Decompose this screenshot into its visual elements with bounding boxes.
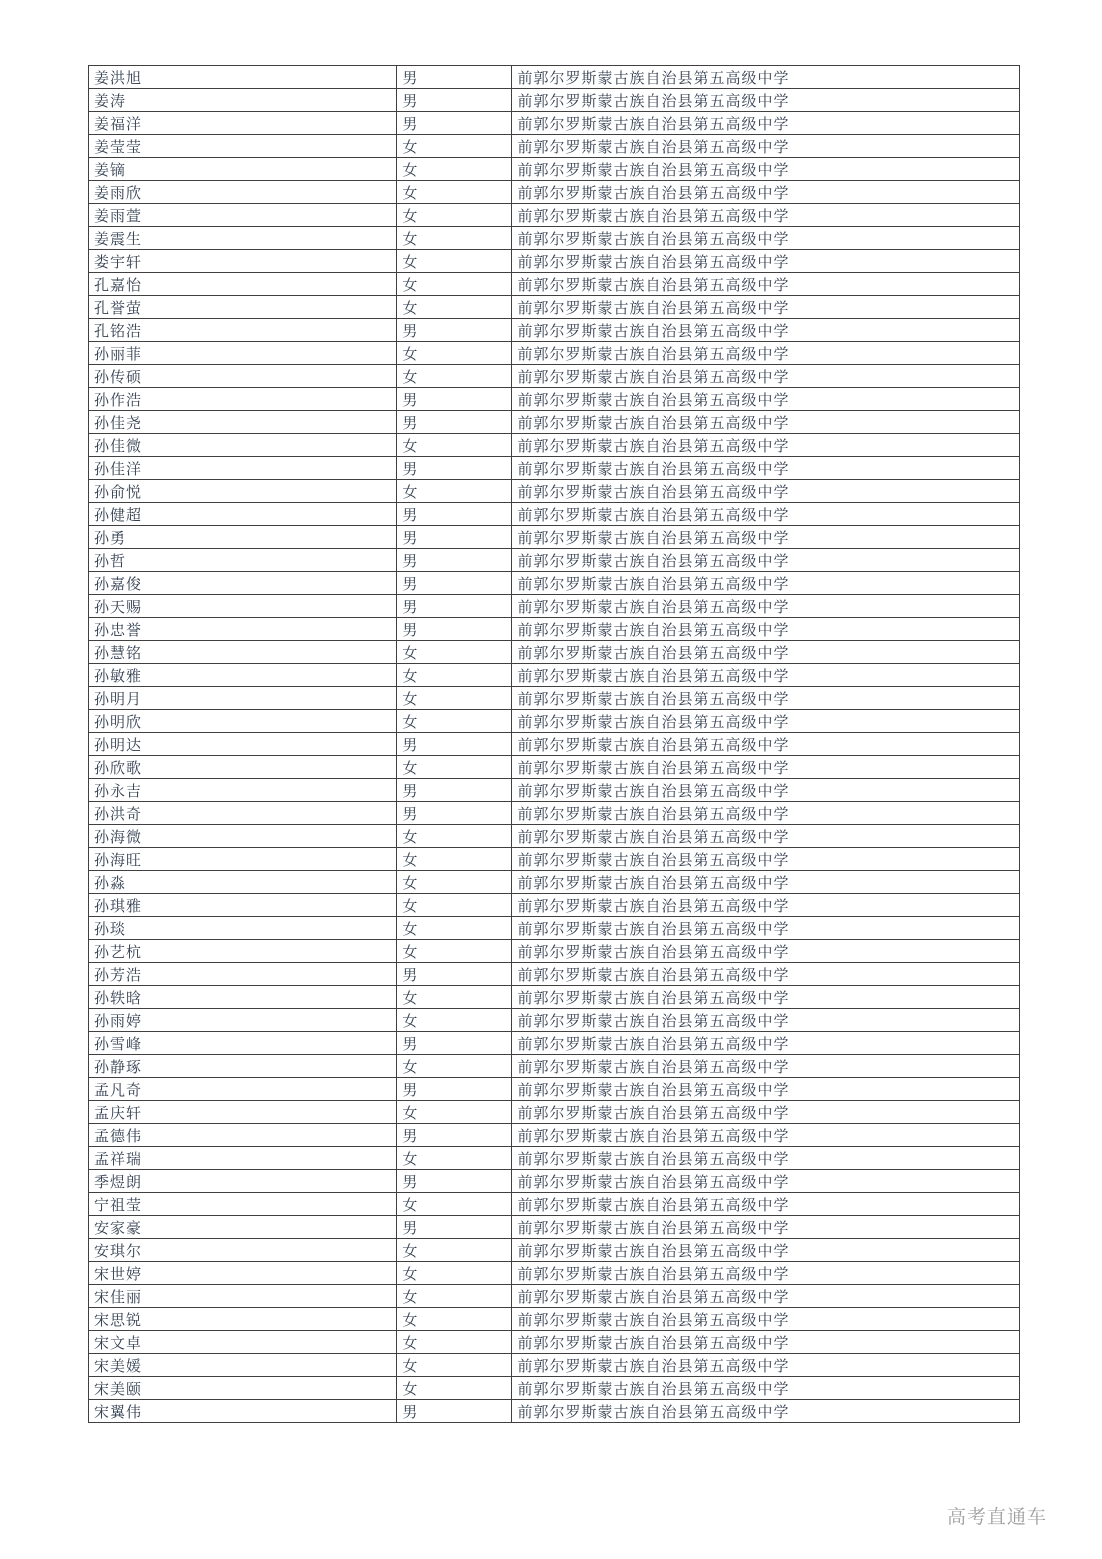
cell-name: 孙雪峰 [89,1032,397,1055]
cell-name: 孙淼 [89,871,397,894]
table-row [89,779,1020,802]
cell-name: 姜洪旭 [89,66,397,89]
cell-name: 孟德伟 [89,1124,397,1147]
cell-name: 孙慧铭 [89,641,397,664]
cell-gender: 女 [397,135,512,158]
table-row [89,1101,1020,1124]
cell-name: 宋佳丽 [89,1285,397,1308]
cell-name: 宋翼伟 [89,1400,397,1423]
cell-gender: 男 [397,595,512,618]
cell-name: 孙雨婷 [89,1009,397,1032]
cell-gender: 男 [397,89,512,112]
table-row [89,434,1020,457]
table-row [89,480,1020,503]
cell-gender: 女 [397,871,512,894]
cell-school: 前郭尔罗斯蒙古族自治县第五高级中学 [512,1331,1020,1354]
cell-name: 宋美媛 [89,1354,397,1377]
cell-school: 前郭尔罗斯蒙古族自治县第五高级中学 [512,825,1020,848]
cell-gender: 女 [397,1147,512,1170]
cell-gender: 男 [397,526,512,549]
table-row [89,733,1020,756]
cell-name: 宋美颐 [89,1377,397,1400]
cell-name: 孙哲 [89,549,397,572]
cell-gender: 男 [397,1400,512,1423]
cell-gender: 女 [397,1377,512,1400]
table-row [89,986,1020,1009]
cell-name: 安琪尔 [89,1239,397,1262]
cell-school: 前郭尔罗斯蒙古族自治县第五高级中学 [512,871,1020,894]
cell-gender: 男 [397,1216,512,1239]
cell-school: 前郭尔罗斯蒙古族自治县第五高级中学 [512,940,1020,963]
table-row [89,848,1020,871]
cell-name: 宋思锐 [89,1308,397,1331]
cell-gender: 女 [397,1308,512,1331]
cell-school: 前郭尔罗斯蒙古族自治县第五高级中学 [512,1078,1020,1101]
table-row [89,894,1020,917]
cell-school: 前郭尔罗斯蒙古族自治县第五高级中学 [512,1308,1020,1331]
cell-gender: 男 [397,1078,512,1101]
cell-gender: 男 [397,779,512,802]
cell-name: 宋文卓 [89,1331,397,1354]
cell-name: 孙琪雅 [89,894,397,917]
cell-name: 孔嘉怡 [89,273,397,296]
cell-name: 姜莹莹 [89,135,397,158]
cell-gender: 女 [397,342,512,365]
cell-school: 前郭尔罗斯蒙古族自治县第五高级中学 [512,1101,1020,1124]
cell-gender: 女 [397,641,512,664]
cell-gender: 女 [397,1285,512,1308]
cell-gender: 女 [397,296,512,319]
cell-school: 前郭尔罗斯蒙古族自治县第五高级中学 [512,1377,1020,1400]
table-row [89,917,1020,940]
cell-gender: 男 [397,388,512,411]
cell-name: 孙洪奇 [89,802,397,825]
cell-school: 前郭尔罗斯蒙古族自治县第五高级中学 [512,1262,1020,1285]
cell-gender: 男 [397,1124,512,1147]
table-row [89,411,1020,434]
table-row [89,710,1020,733]
cell-gender: 女 [397,273,512,296]
cell-name: 孙静琢 [89,1055,397,1078]
cell-gender: 男 [397,319,512,342]
cell-school: 前郭尔罗斯蒙古族自治县第五高级中学 [512,1216,1020,1239]
table-row [89,250,1020,273]
cell-gender: 男 [397,733,512,756]
cell-gender: 男 [397,112,512,135]
cell-name: 宋世婷 [89,1262,397,1285]
cell-school: 前郭尔罗斯蒙古族自治县第五高级中学 [512,1147,1020,1170]
cell-school: 前郭尔罗斯蒙古族自治县第五高级中学 [512,664,1020,687]
cell-name: 孙芳浩 [89,963,397,986]
cell-gender: 女 [397,986,512,1009]
cell-name: 宁祖莹 [89,1193,397,1216]
table-row [89,273,1020,296]
cell-gender: 女 [397,1193,512,1216]
cell-gender: 女 [397,1331,512,1354]
cell-school: 前郭尔罗斯蒙古族自治县第五高级中学 [512,365,1020,388]
table-row [89,641,1020,664]
cell-name: 姜福洋 [89,112,397,135]
cell-name: 孟庆轩 [89,1101,397,1124]
cell-gender: 女 [397,227,512,250]
cell-gender: 女 [397,434,512,457]
cell-school: 前郭尔罗斯蒙古族自治县第五高级中学 [512,618,1020,641]
cell-gender: 女 [397,1354,512,1377]
table-row [89,342,1020,365]
cell-name: 孙传硕 [89,365,397,388]
cell-name: 姜雨欣 [89,181,397,204]
cell-name: 孙丽菲 [89,342,397,365]
table-row [89,135,1020,158]
table-row [89,1285,1020,1308]
cell-name: 孙健超 [89,503,397,526]
cell-name: 孙明月 [89,687,397,710]
cell-school: 前郭尔罗斯蒙古族自治县第五高级中学 [512,1193,1020,1216]
table-row [89,549,1020,572]
cell-school: 前郭尔罗斯蒙古族自治县第五高级中学 [512,434,1020,457]
table-row [89,1032,1020,1055]
cell-gender: 女 [397,365,512,388]
watermark-gaokao-zhitongche: 高考直通车 [946,1507,1047,1528]
table-row [89,1193,1020,1216]
table-row [89,89,1020,112]
table-row [89,1262,1020,1285]
cell-school: 前郭尔罗斯蒙古族自治县第五高级中学 [512,1285,1020,1308]
cell-school: 前郭尔罗斯蒙古族自治县第五高级中学 [512,802,1020,825]
cell-gender: 女 [397,1055,512,1078]
table-row [89,871,1020,894]
cell-school: 前郭尔罗斯蒙古族自治县第五高级中学 [512,1400,1020,1423]
cell-name: 姜震生 [89,227,397,250]
table-row [89,181,1020,204]
cell-school: 前郭尔罗斯蒙古族自治县第五高级中学 [512,733,1020,756]
cell-gender: 女 [397,250,512,273]
cell-gender: 男 [397,1032,512,1055]
table-row [89,365,1020,388]
table-row [89,802,1020,825]
cell-gender: 男 [397,1170,512,1193]
cell-school: 前郭尔罗斯蒙古族自治县第五高级中学 [512,480,1020,503]
cell-school: 前郭尔罗斯蒙古族自治县第五高级中学 [512,457,1020,480]
table-row [89,66,1020,89]
cell-school: 前郭尔罗斯蒙古族自治县第五高级中学 [512,1055,1020,1078]
table-row [89,940,1020,963]
cell-school: 前郭尔罗斯蒙古族自治县第五高级中学 [512,1239,1020,1262]
table-row [89,1124,1020,1147]
cell-gender: 女 [397,848,512,871]
cell-name: 姜涛 [89,89,397,112]
cell-name: 孟凡奇 [89,1078,397,1101]
cell-school: 前郭尔罗斯蒙古族自治县第五高级中学 [512,641,1020,664]
cell-school: 前郭尔罗斯蒙古族自治县第五高级中学 [512,273,1020,296]
cell-school: 前郭尔罗斯蒙古族自治县第五高级中学 [512,1170,1020,1193]
cell-school: 前郭尔罗斯蒙古族自治县第五高级中学 [512,342,1020,365]
cell-name: 孙作浩 [89,388,397,411]
cell-gender: 男 [397,572,512,595]
cell-name: 孙海微 [89,825,397,848]
cell-gender: 男 [397,457,512,480]
cell-gender: 女 [397,664,512,687]
cell-school: 前郭尔罗斯蒙古族自治县第五高级中学 [512,204,1020,227]
table-row [89,825,1020,848]
cell-gender: 女 [397,1262,512,1285]
cell-school: 前郭尔罗斯蒙古族自治县第五高级中学 [512,848,1020,871]
table-row [89,296,1020,319]
cell-school: 前郭尔罗斯蒙古族自治县第五高级中学 [512,158,1020,181]
cell-gender: 女 [397,940,512,963]
cell-gender: 男 [397,963,512,986]
cell-school: 前郭尔罗斯蒙古族自治县第五高级中学 [512,549,1020,572]
cell-gender: 男 [397,411,512,434]
table-row [89,595,1020,618]
cell-name: 孙海旺 [89,848,397,871]
cell-school: 前郭尔罗斯蒙古族自治县第五高级中学 [512,710,1020,733]
table-row [89,1400,1020,1423]
cell-school: 前郭尔罗斯蒙古族自治县第五高级中学 [512,227,1020,250]
table-row [89,1216,1020,1239]
table-row [89,618,1020,641]
table-row [89,1055,1020,1078]
table-row [89,1147,1020,1170]
cell-gender: 女 [397,1239,512,1262]
cell-school: 前郭尔罗斯蒙古族自治县第五高级中学 [512,66,1020,89]
table-row [89,1354,1020,1377]
table-row [89,526,1020,549]
cell-school: 前郭尔罗斯蒙古族自治县第五高级中学 [512,296,1020,319]
cell-school: 前郭尔罗斯蒙古族自治县第五高级中学 [512,917,1020,940]
table-row [89,112,1020,135]
cell-school: 前郭尔罗斯蒙古族自治县第五高级中学 [512,1354,1020,1377]
cell-name: 安家豪 [89,1216,397,1239]
cell-gender: 女 [397,917,512,940]
cell-school: 前郭尔罗斯蒙古族自治县第五高级中学 [512,388,1020,411]
table-row [89,1239,1020,1262]
cell-name: 姜镝 [89,158,397,181]
cell-gender: 女 [397,1101,512,1124]
table-row [89,1331,1020,1354]
cell-school: 前郭尔罗斯蒙古族自治县第五高级中学 [512,503,1020,526]
cell-gender: 女 [397,687,512,710]
cell-name: 孙勇 [89,526,397,549]
table-row [89,687,1020,710]
cell-name: 孙佳洋 [89,457,397,480]
cell-name: 孙忠誉 [89,618,397,641]
table-row [89,756,1020,779]
cell-name: 孙永吉 [89,779,397,802]
cell-name: 孙轶晗 [89,986,397,1009]
cell-name: 孙艺杭 [89,940,397,963]
cell-gender: 女 [397,204,512,227]
cell-name: 孙琰 [89,917,397,940]
cell-gender: 男 [397,66,512,89]
cell-name: 孙嘉俊 [89,572,397,595]
student-table-body [89,66,1020,1423]
cell-gender: 女 [397,894,512,917]
cell-name: 孙明达 [89,733,397,756]
cell-school: 前郭尔罗斯蒙古族自治县第五高级中学 [512,411,1020,434]
table-row [89,664,1020,687]
table-row [89,388,1020,411]
cell-school: 前郭尔罗斯蒙古族自治县第五高级中学 [512,319,1020,342]
cell-name: 孔铭浩 [89,319,397,342]
table-row [89,227,1020,250]
cell-school: 前郭尔罗斯蒙古族自治县第五高级中学 [512,894,1020,917]
table-row [89,319,1020,342]
cell-name: 娄宇轩 [89,250,397,273]
cell-school: 前郭尔罗斯蒙古族自治县第五高级中学 [512,595,1020,618]
cell-name: 季煜朗 [89,1170,397,1193]
cell-gender: 女 [397,158,512,181]
table-row [89,1078,1020,1101]
cell-name: 孙佳尧 [89,411,397,434]
cell-school: 前郭尔罗斯蒙古族自治县第五高级中学 [512,1124,1020,1147]
table-row [89,1377,1020,1400]
cell-name: 孔誉萤 [89,296,397,319]
cell-name: 姜雨萱 [89,204,397,227]
table-row [89,204,1020,227]
table-row [89,1009,1020,1032]
cell-gender: 男 [397,503,512,526]
cell-school: 前郭尔罗斯蒙古族自治县第五高级中学 [512,963,1020,986]
cell-gender: 女 [397,710,512,733]
table-row [89,572,1020,595]
table-row [89,503,1020,526]
cell-name: 孙佳微 [89,434,397,457]
cell-name: 孟祥瑞 [89,1147,397,1170]
cell-school: 前郭尔罗斯蒙古族自治县第五高级中学 [512,986,1020,1009]
cell-school: 前郭尔罗斯蒙古族自治县第五高级中学 [512,526,1020,549]
cell-gender: 女 [397,1009,512,1032]
cell-gender: 男 [397,802,512,825]
cell-name: 孙天赐 [89,595,397,618]
cell-name: 孙敏雅 [89,664,397,687]
table-row [89,158,1020,181]
cell-school: 前郭尔罗斯蒙古族自治县第五高级中学 [512,89,1020,112]
cell-gender: 男 [397,618,512,641]
cell-school: 前郭尔罗斯蒙古族自治县第五高级中学 [512,1009,1020,1032]
cell-school: 前郭尔罗斯蒙古族自治县第五高级中学 [512,779,1020,802]
cell-school: 前郭尔罗斯蒙古族自治县第五高级中学 [512,135,1020,158]
cell-school: 前郭尔罗斯蒙古族自治县第五高级中学 [512,572,1020,595]
cell-name: 孙欣歌 [89,756,397,779]
cell-school: 前郭尔罗斯蒙古族自治县第五高级中学 [512,181,1020,204]
cell-gender: 女 [397,825,512,848]
cell-school: 前郭尔罗斯蒙古族自治县第五高级中学 [512,250,1020,273]
cell-school: 前郭尔罗斯蒙古族自治县第五高级中学 [512,1032,1020,1055]
table-row [89,1170,1020,1193]
cell-school: 前郭尔罗斯蒙古族自治县第五高级中学 [512,756,1020,779]
cell-gender: 女 [397,181,512,204]
table-row [89,963,1020,986]
table-row [89,457,1020,480]
cell-name: 孙明欣 [89,710,397,733]
cell-name: 孙俞悦 [89,480,397,503]
cell-school: 前郭尔罗斯蒙古族自治县第五高级中学 [512,687,1020,710]
cell-gender: 女 [397,480,512,503]
cell-gender: 女 [397,756,512,779]
table-row [89,1308,1020,1331]
student-roster-table [88,65,1020,1423]
cell-school: 前郭尔罗斯蒙古族自治县第五高级中学 [512,112,1020,135]
cell-gender: 男 [397,549,512,572]
